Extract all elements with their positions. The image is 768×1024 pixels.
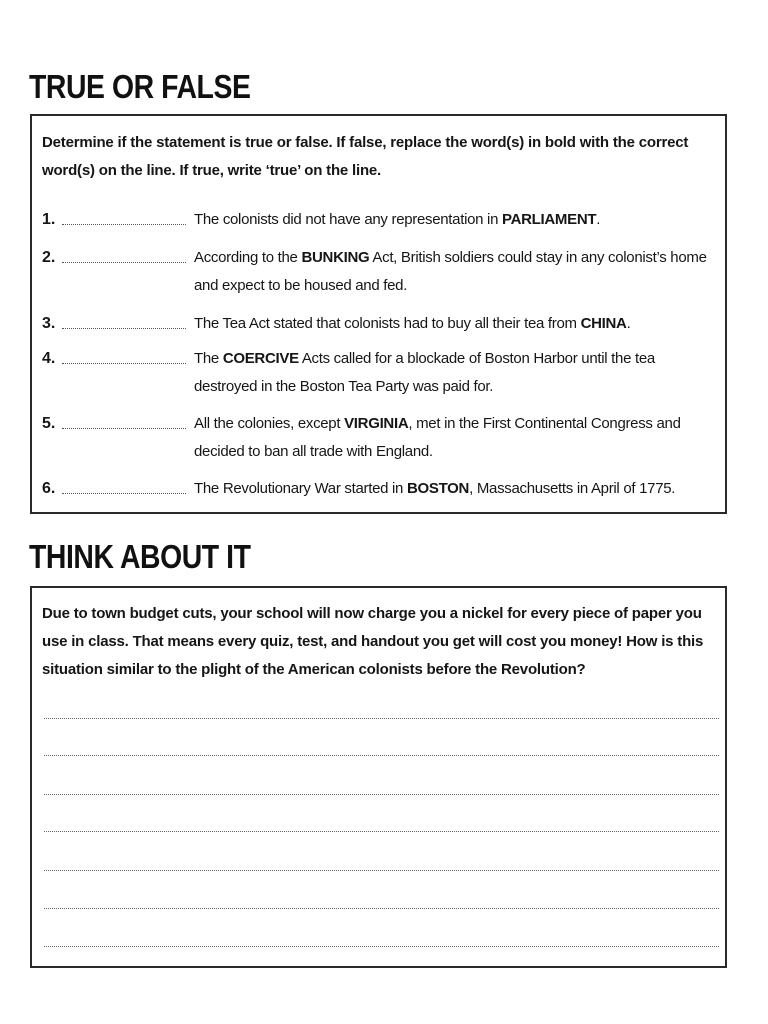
- answer-blank-3[interactable]: [62, 328, 186, 329]
- answer-blank-6[interactable]: [62, 493, 186, 494]
- answer-blank-2[interactable]: [62, 262, 186, 263]
- think-about-it-box: [30, 586, 727, 968]
- question-2: [32, 244, 727, 304]
- answer-blank-5[interactable]: [62, 428, 186, 429]
- true-or-false-heading: TRUE OR FALSE: [29, 68, 251, 105]
- writing-line[interactable]: [44, 946, 719, 947]
- bold-term: PARLIAMENT: [502, 211, 597, 228]
- question-number: 5.: [42, 415, 56, 432]
- question-text: All the colonies, except VIRGINIA, met in the First Continental Congress and decided to ban all trade with England.: [194, 415, 681, 460]
- answer-blank-1[interactable]: [62, 224, 186, 225]
- writing-line[interactable]: [44, 831, 719, 832]
- question-text: The colonists did not have any representation in PARLIAMENT.: [194, 211, 601, 228]
- answer-blank-4[interactable]: [62, 363, 186, 364]
- writing-line[interactable]: [44, 794, 719, 795]
- question-number: 1.: [42, 211, 56, 228]
- question-text: The Tea Act stated that colonists had to buy all their tea from CHINA.: [194, 315, 631, 332]
- bold-term: BUNKING: [301, 249, 370, 266]
- bold-term: CHINA: [580, 315, 627, 332]
- think-about-it-prompt: Due to town budget cuts, your school will now charge you a nickel for every piece of paper you use in class. That means every quiz, test, and handout you get will cost you money! How is this situation similar to the plight of the American colonists before the Revolution?: [42, 605, 704, 678]
- think-about-it-heading: THINK ABOUT IT: [29, 538, 251, 575]
- question-4: [32, 345, 727, 405]
- bold-term: VIRGINIA: [344, 415, 409, 432]
- question-text: According to the BUNKING Act, British soldiers could stay in any colonist’s home and expect to be housed and fed.: [194, 249, 707, 294]
- question-number: 2.: [42, 249, 56, 266]
- true-or-false-box: [30, 114, 727, 514]
- question-number: 3.: [42, 315, 56, 332]
- bold-term: COERCIVE: [222, 350, 299, 367]
- true-or-false-instructions: Determine if the statement is true or false. If false, replace the word(s) in bold with the correct word(s) on the line. If true, write ‘true’ on the line.: [42, 134, 689, 179]
- writing-line[interactable]: [44, 755, 719, 756]
- writing-line[interactable]: [44, 870, 719, 871]
- question-6: [32, 475, 727, 535]
- bold-term: BOSTON: [406, 480, 470, 497]
- question-5: [32, 410, 727, 470]
- writing-line[interactable]: [44, 908, 719, 909]
- writing-line[interactable]: [44, 718, 719, 719]
- question-number: 4.: [42, 350, 56, 367]
- question-number: 6.: [42, 480, 56, 497]
- question-text: The Revolutionary War started in BOSTON, Massachusetts in April of 1775.: [194, 480, 676, 497]
- question-text: The COERCIVE Acts called for a blockade of Boston Harbor until the tea destroyed in the Boston Tea Party was paid for.: [194, 350, 655, 395]
